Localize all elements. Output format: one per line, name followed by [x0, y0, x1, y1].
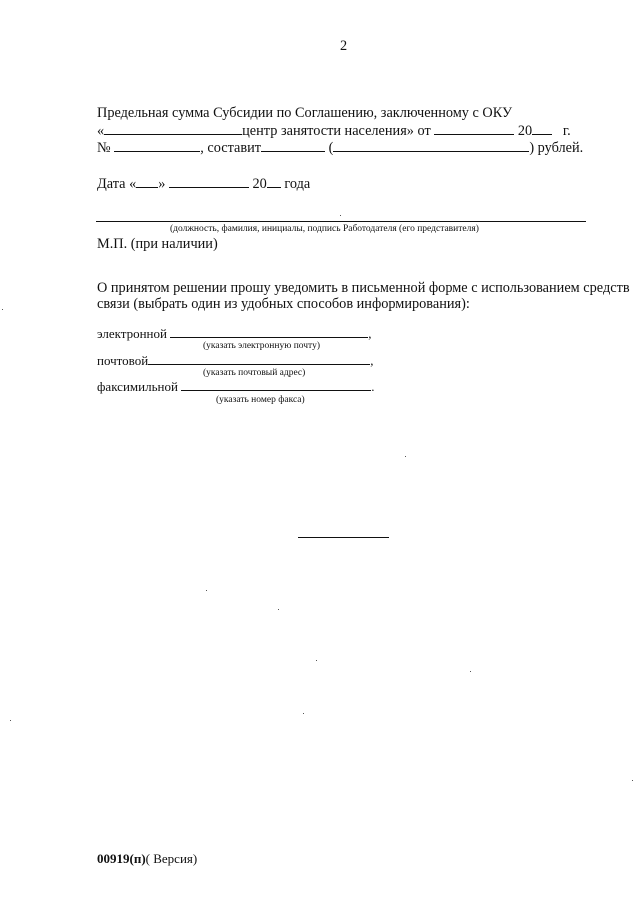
method-electronic: [97, 325, 371, 342]
amount-words-blank: [333, 139, 529, 152]
page-number: 2: [340, 38, 348, 54]
email-blank: [170, 325, 368, 338]
scan-speck: [340, 215, 341, 216]
date-year-blank: [267, 175, 281, 188]
org-suffix: центр занятости населения» от: [242, 123, 431, 139]
date-prefix: Дата «: [97, 176, 137, 192]
month-blank: [169, 175, 249, 188]
postal-address-blank: [148, 352, 370, 365]
subsidy-line-1: Предельная сумма Субсидии по Соглашению, заключенному с ОКУ: [97, 105, 513, 121]
scan-speck: [10, 720, 11, 721]
scan-speck: [632, 780, 633, 781]
scan-speck: [470, 671, 471, 672]
method-postal: [97, 352, 373, 369]
footer: [97, 851, 197, 867]
postal-hint: (указать почтовый адрес): [203, 368, 306, 378]
date-line: [97, 175, 310, 193]
signature-line: [96, 221, 586, 222]
scan-speck: [316, 660, 317, 661]
subsidy-line-3: [97, 139, 583, 157]
end-rule: [298, 537, 389, 538]
method-postal-label: почтовой: [97, 353, 149, 368]
method-fax-label: факсимильной: [97, 379, 178, 394]
scan-speck: [278, 609, 279, 610]
notice-line-1: О принятом решении прошу уведомить в письменной форме с использованием средств: [97, 280, 630, 296]
date-year-prefix: 20: [252, 176, 267, 192]
scan-speck: [303, 713, 304, 714]
method-fax-end: .: [371, 379, 375, 394]
footer-code: 00919(п): [97, 851, 146, 866]
org-name-blank: [104, 122, 242, 135]
agreement-date-blank: [434, 122, 514, 135]
method-postal-end: ,: [370, 353, 374, 368]
paren-close: ) рублей.: [529, 140, 584, 156]
agreement-number-blank: [114, 139, 200, 152]
scan-speck: [206, 590, 207, 591]
scan-speck: [2, 309, 3, 310]
footer-version: ( Версия): [145, 851, 198, 866]
email-hint: (указать электронную почту): [203, 341, 321, 351]
number-sign: №: [97, 140, 111, 156]
date-year-suffix: года: [284, 176, 311, 192]
date-middle: »: [158, 176, 166, 192]
notice-line-2: связи (выбрать один из удобных способов информирования):: [97, 296, 470, 312]
day-blank: [136, 175, 158, 188]
method-electronic-end: ,: [368, 326, 372, 341]
quote-open: «: [97, 123, 105, 139]
fax-hint: (указать номер факса): [216, 395, 305, 405]
subsidy-line-2: [97, 122, 571, 140]
fax-number-blank: [181, 378, 371, 391]
amount-blank: [261, 139, 325, 152]
method-electronic-label: электронной: [97, 326, 167, 341]
scan-speck: [405, 456, 406, 457]
method-fax: [97, 378, 374, 395]
amount-text: , составит: [200, 140, 261, 156]
year-prefix: 20: [517, 123, 533, 139]
paren-open: (: [328, 140, 334, 156]
year-suffix: г.: [562, 123, 571, 139]
signature-caption: (должность, фамилия, инициалы, подпись Работодателя (его представителя): [170, 224, 479, 234]
year-blank: [532, 122, 552, 135]
stamp-note: М.П. (при наличии): [97, 236, 218, 252]
